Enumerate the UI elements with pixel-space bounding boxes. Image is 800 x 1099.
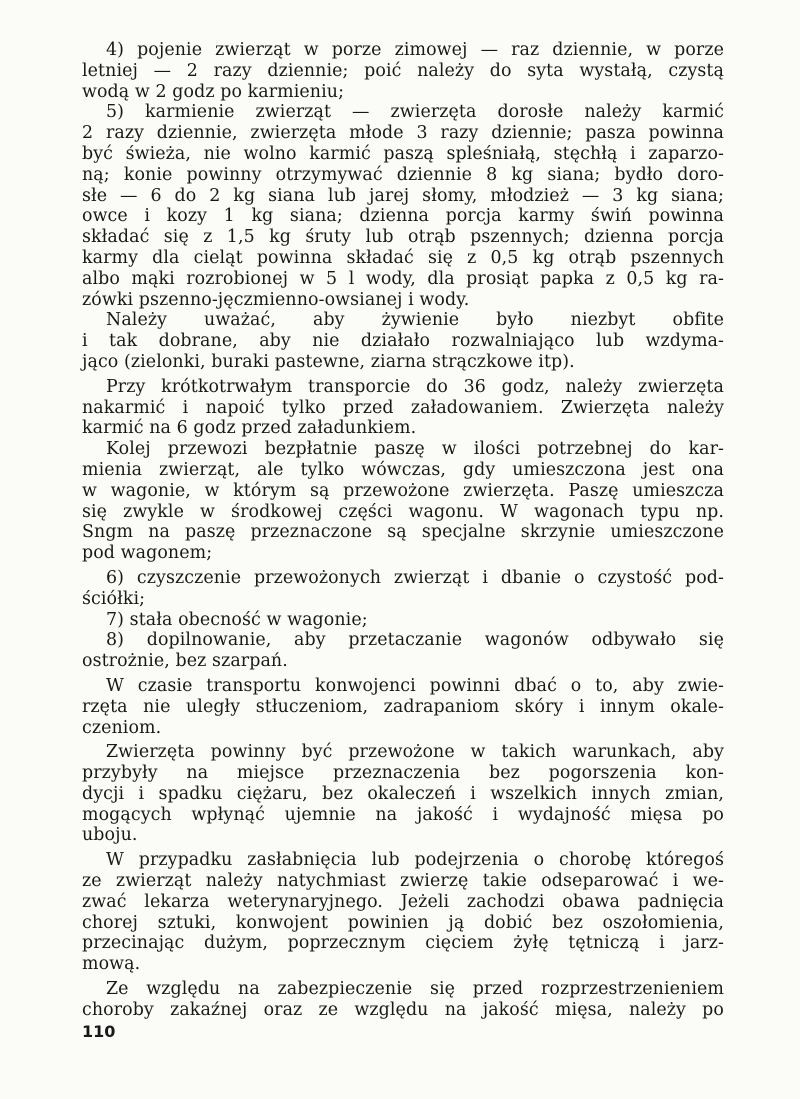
text-line: albo mąki rozrobionej w 5 l wody, dla prosiąt papka z 0,5 kg ra-	[82, 268, 724, 289]
text-line: 5) karmienie zwierząt — zwierzęta dorosłe należy karmić	[106, 102, 724, 123]
text-line: zówki pszenno-jęczmienno-owsianej i wody.	[82, 289, 470, 310]
text-line: przecinając dużym, poprzecznym cięciem żyłę tętniczą i jarz-	[82, 933, 724, 954]
text-line: pod wagonem;	[82, 543, 213, 564]
text-line: Przy krótkotrwałym transporcie do 36 godz, należy zwierzęta	[106, 376, 724, 397]
text-line: 2 razy dziennie, zwierzęta młode 3 razy dziennie; pasza powinna	[82, 123, 724, 144]
text-line: mogących wpłynąć ujemnie na jakość i wydajność mięsa po	[82, 804, 724, 825]
text-line: karmić na 6 godz przed załadunkiem.	[82, 418, 417, 439]
text-line: i tak dobrane, aby nie działało rozwalniająco lub wzdyma-	[82, 331, 724, 352]
page-number: 110	[82, 1022, 116, 1041]
text-line: choroby zakaźnej oraz ze względu na jakość mięsa, należy po	[82, 999, 724, 1020]
text-line: mienia zwierząt, ale tylko wówczas, gdy umieszczona jest ona	[82, 459, 724, 480]
text-line: 6) czyszczenie przewożonych zwierząt i dbanie o czystość pod-	[106, 567, 724, 588]
text-line: ściółki;	[82, 588, 146, 609]
text-line: uboju.	[82, 825, 138, 846]
text-line: 4) pojenie zwierząt w porze zimowej — raz dziennie, w porze	[106, 40, 724, 60]
text-line: ną; konie powinny otrzymywać dziennie 8 kg siana; bydło doro-	[82, 164, 724, 185]
text-line: czeniom.	[82, 717, 162, 738]
text-line: karmy dla cieląt powinna składać się z 0,5 kg otrąb pszennych	[82, 247, 724, 268]
text-line: 8) dopilnowanie, aby przetaczanie wagonów odbywało się	[106, 630, 724, 651]
text-line: chorej sztuki, konwojent powinien ją dobić bez oszołomienia,	[82, 912, 724, 933]
text-line: przybyły na miejsce przeznaczenia bez pogorszenia kon-	[82, 763, 724, 784]
text-line: dycji i spadku ciężaru, bez okaleczeń i wszelkich innych zmian,	[82, 783, 724, 804]
body-text	[82, 40, 724, 1021]
text-line: letniej — 2 razy dziennie; poić należy do syta wystałą, czystą	[82, 60, 724, 81]
text-line: zwać lekarza weterynaryjnego. Jeżeli zachodzi obawa padnięcia	[82, 891, 724, 912]
text-line: jąco (zielonki, buraki pastewne, ziarna strączkowe itp).	[82, 351, 575, 372]
text-line: rzęta nie uległy stłuczeniom, zadrapaniom skóry i innym okale-	[82, 696, 724, 717]
text-line: Kolej przewozi bezpłatnie paszę w ilości potrzebnej do kar-	[106, 439, 724, 460]
text-line: wodą w 2 godz po karmieniu;	[82, 81, 345, 102]
text-line: mową.	[82, 954, 141, 975]
text-line: 7) stała obecność w wagonie;	[106, 609, 368, 630]
text-line: W czasie transportu konwojenci powinni dbać o to, aby zwie-	[106, 675, 724, 696]
text-line: ostrożnie, bez szarpań.	[82, 651, 288, 672]
text-line: W przypadku zasłabnięcia lub podejrzenia o chorobę któregoś	[106, 850, 724, 871]
text-line: w wagonie, w którym są przewożone zwierzęta. Paszę umieszcza	[82, 480, 724, 501]
text-line: ze zwierząt należy natychmiast zwierzę takie odseparować i we-	[82, 871, 724, 892]
text-line: składać się z 1,5 kg śruty lub otrąb pszennych; dzienna porcja	[82, 227, 724, 248]
text-line: Ze względu na zabezpieczenie się przed rozprzestrzenieniem	[106, 979, 724, 1000]
text-line: Zwierzęta powinny być przewożone w takich warunkach, aby	[106, 742, 724, 763]
text-line: Sngm na paszę przeznaczone są specjalne skrzynie umieszczone	[82, 522, 724, 543]
text-line: być świeża, nie wolno karmić paszą spleśniałą, stęchłą i zaparzo-	[82, 143, 724, 164]
text-line: nakarmić i napoić tylko przed załadowaniem. Zwierzęta należy	[82, 397, 724, 418]
text-line: Należy uważać, aby żywienie było niezbyt obfite	[106, 310, 724, 331]
text-line: się zwykle w środkowej części wagonu. W wagonach typu np.	[82, 501, 724, 522]
text-line: owce i kozy 1 kg siana; dzienna porcja karmy świń powinna	[82, 206, 724, 227]
text-line: słe — 6 do 2 kg siana lub jarej słomy, młodzież — 3 kg siana;	[82, 185, 724, 206]
